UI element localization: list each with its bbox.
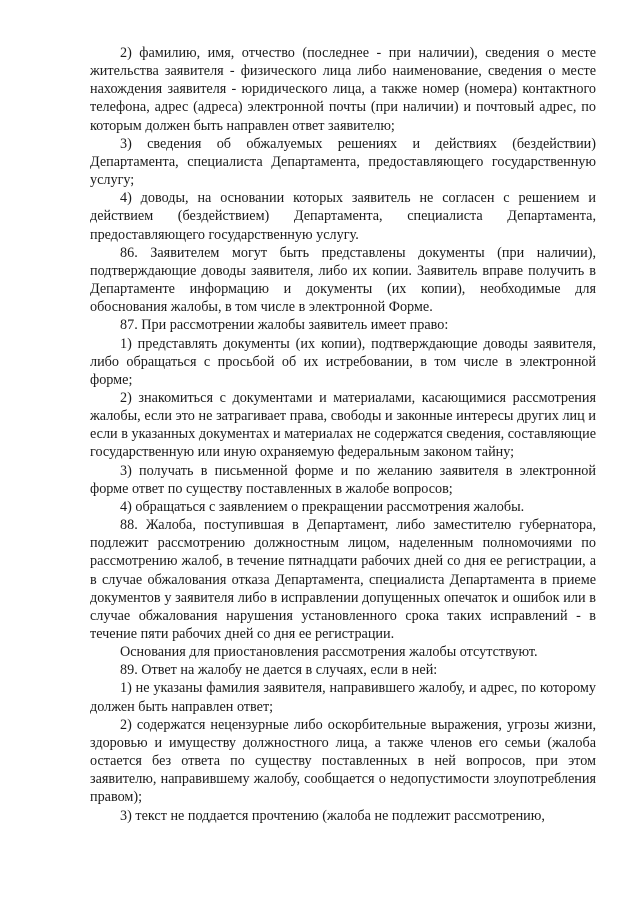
paragraph-87-item-4: 4) обращаться с заявлением о прекращении рассмотрения жалобы. [120,498,525,515]
paragraph-89-item-3: 3) текст не поддается прочтению (жалоба не подлежит рассмотрению, [120,807,545,824]
paragraph-87-item-2: 2) знакомиться с документами и материалами, касающимися рассмотрения жалобы, если это не затрагивает права, свободы и законные интересы других лиц и если в указанных документах и материалах не содержатся сведения, составляющие государственную или иную охраняемую федеральным законом тайну; [90,389,596,461]
document-body [90,44,596,825]
paragraph-item-3-appealed-decisions: 3) сведения об обжалуемых решениях и действиях (бездействии) Департамента, специалиста Департамента, предоставляющего государственную услугу; [90,135,596,189]
paragraph-no-suspension: Основания для приостановления рассмотрения жалобы отсутствуют. [120,644,538,661]
paragraph-88: 88. Жалоба, поступившая в Департамент, либо заместителю губернатора, подлежит рассмотрению должностным лицом, наделенным полномочиями по рассмотрению жалоб, в течение пятнадцати рабочих дней со дня ее регистрации, а в случае обжалования отказа Департамента, специалиста Департамента в приеме документов у заявителя либо в исправлении допущенных опечаток и ошибок или в случае обжалования нарушения установленного срока таких исправлений - в течение пяти рабочих дней со дня ее регистрации. [90,517,596,642]
paragraph-89-item-2: 2) содержатся нецензурные либо оскорбительные выражения, угрозы жизни, здоровью и имуществу должностного лица, а также членов его семьи (жалоба остается без ответа по существу поставленных в ней вопросов, при этом заявителю, направившему жалобу, сообщается о недопустимости злоупотребления правом); [90,716,596,806]
paragraph-item-4-arguments: 4) доводы, на основании которых заявитель не согласен с решением и действием (бездействием) Департамента, специалиста Департамента, предоставляющего государственную услугу. [90,190,596,243]
paragraph-item-2-applicant-details: 2) фамилию, имя, отчество (последнее - при наличии), сведения о месте жительства заявителя - физического лица либо наименование, сведения о месте нахождения заявителя - юридического лица, а также номер (номера) контактного телефона, адрес (адреса) электронной почты (при наличии) и почтовый адрес, по которым должен быть направлен ответ заявителю; [90,45,596,134]
paragraph-89-item-1: 1) не указаны фамилия заявителя, направившего жалобу, и адрес, по которому должен быть направлен ответ; [90,680,596,715]
paragraph-87-item-3: 3) получать в письменной форме и по желанию заявителя в электронной форме ответ по существу поставленных в жалобе вопросов; [90,462,596,497]
paragraph-89: 89. Ответ на жалобу не дается в случаях, если в ней: [120,662,438,679]
paragraph-87: 87. При рассмотрении жалобы заявитель имеет право: [120,317,449,334]
paragraph-87-item-1: 1) представлять документы (их копии), подтверждающие доводы заявителя, либо обращаться с просьбой об их истребовании, в том числе в электронной форме; [90,335,596,388]
paragraph-86: 86. Заявителем могут быть представлены документы (при наличии), подтверждающие доводы заявителя, либо их копии. Заявитель вправе получить в Департаменте информацию и документы (их копии), необходимые для обоснования жалобы, в том числе в электронной Форме. [90,244,596,316]
